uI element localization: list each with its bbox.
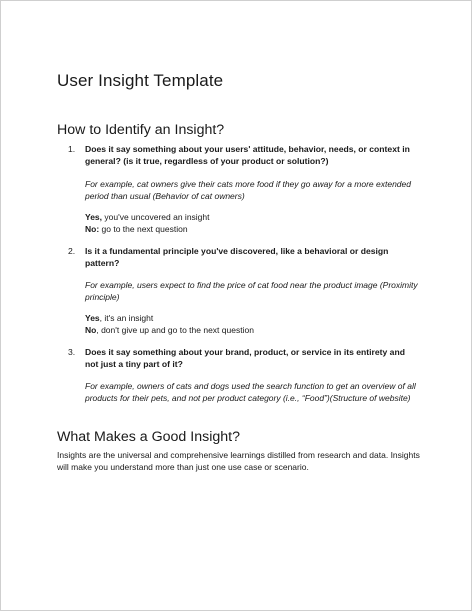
- section-heading-good-insight: What Makes a Good Insight?: [57, 429, 240, 445]
- answer-line: [85, 325, 425, 337]
- example-text: For example, owners of cats and dogs used the search function to get an overview of all products for their pets, and not per product category (i.e., “Food”)(Structure of website): [85, 381, 416, 403]
- answer-text: , don't give up and go to the next question: [96, 324, 254, 335]
- question-number: 3.: [68, 347, 76, 357]
- answer-line: [85, 313, 425, 325]
- answer-text: , it's an insight: [99, 313, 154, 323]
- question-number: 1.: [68, 144, 76, 154]
- answer-text: go to the next question: [99, 223, 188, 234]
- answer-text: you've uncovered an insight: [102, 212, 210, 222]
- answer-line: [85, 224, 425, 236]
- document-title: User Insight Template: [57, 71, 224, 90]
- answer-label: Yes,: [85, 212, 103, 222]
- question-text: Is it a fundamental principle you've discovered, like a behavioral or design pattern?: [85, 246, 389, 268]
- question-text: Does it say something about your brand, product, or service in its entirety and not just a tiny part of it?: [85, 347, 405, 369]
- section-heading-identify: How to Identify an Insight?: [57, 122, 225, 138]
- question-number: 2.: [68, 246, 76, 256]
- question-text: Does it say something about your users' attitude, behavior, needs, or context in general? (is it true, regardless of your product or solution?): [85, 144, 410, 166]
- answer-line: [85, 212, 425, 224]
- answer-label: Yes: [85, 313, 100, 323]
- example-text: For example, cat owners give their cats more food if they go away for a more extended period than usual (Behavior of cat owners): [85, 179, 411, 201]
- example-text: For example, users expect to find the price of cat food near the product image (Proximity principle): [85, 280, 418, 302]
- answer-label: No: [85, 324, 97, 335]
- answer-label: No:: [85, 223, 100, 234]
- section-body-text: Insights are the universal and comprehensive learnings distilled from research and data. Insights will make you understand more than just one use case or scenario.: [57, 450, 420, 472]
